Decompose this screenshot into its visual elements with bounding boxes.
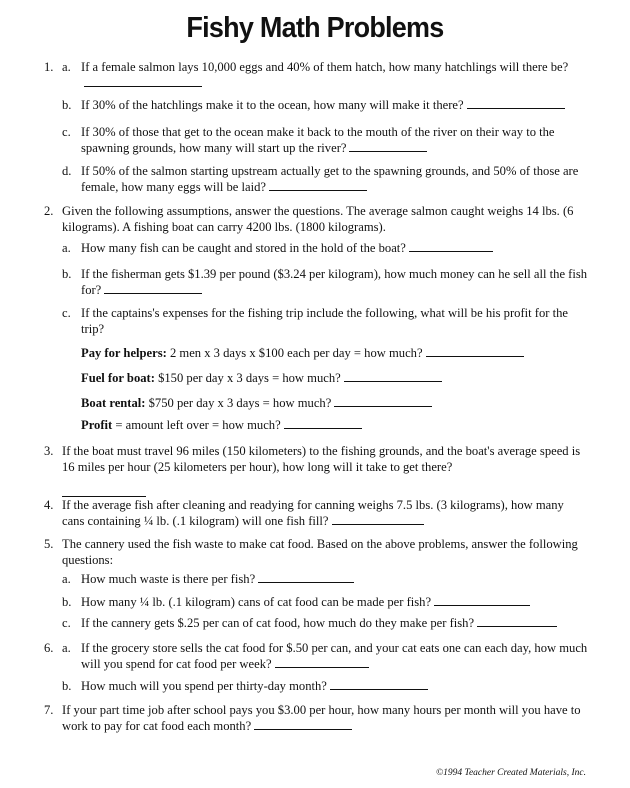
problem-number: 1. xyxy=(44,60,54,74)
answer-blank[interactable] xyxy=(275,656,369,668)
expense-text: $750 per day x 3 days = how much? xyxy=(145,396,332,410)
problem-number: 2. xyxy=(44,204,54,218)
sub-letter: a. xyxy=(62,572,71,586)
question-text: If the fisherman gets $1.39 per pound ($3.24 per kilogram), how much money can he sell all the fish for? xyxy=(81,267,588,297)
problem-1d xyxy=(62,163,589,195)
sub-letter: d. xyxy=(62,164,72,178)
problem-5b xyxy=(62,594,589,610)
problem-number: 5. xyxy=(44,537,54,551)
expense-text: $150 per day x 3 days = how much? xyxy=(154,371,341,385)
sub-letter: a. xyxy=(62,641,71,655)
sub-letter: c. xyxy=(62,125,71,139)
problem-6a xyxy=(44,640,589,672)
question-text: If the boat must travel 96 miles (150 kilometers) to the fishing grounds, and the boat's average speed is 16 miles per hour (25 kilometers per hour), how long will it take to get there? xyxy=(62,444,581,474)
question-text: If the captains's expenses for the fishing trip include the following, what will be his profit for the trip? xyxy=(81,306,569,336)
question-text: If a female salmon lays 10,000 eggs and 40% of them hatch, how many hatchlings will there be? xyxy=(81,60,569,74)
expense-fuel xyxy=(81,370,589,386)
expense-label: Boat rental: xyxy=(81,396,146,410)
sub-letter: c. xyxy=(62,616,71,630)
problem-1c xyxy=(62,124,589,156)
problem-2b xyxy=(62,266,589,298)
answer-blank[interactable] xyxy=(62,485,146,497)
problem-number: 7. xyxy=(44,703,54,717)
answer-blank[interactable] xyxy=(258,571,354,583)
problem-4 xyxy=(44,497,589,529)
problem-1a xyxy=(44,59,589,91)
sub-letter: c. xyxy=(62,306,71,320)
answer-blank[interactable] xyxy=(332,513,424,525)
answer-blank[interactable] xyxy=(104,282,202,294)
answer-blank[interactable] xyxy=(467,97,565,109)
problem-3 xyxy=(44,443,589,497)
problem-5c xyxy=(62,615,589,631)
answer-blank[interactable] xyxy=(254,718,352,730)
question-text: How much will you spend per thirty-day month? xyxy=(81,679,327,693)
expense-label: Profit xyxy=(81,418,113,432)
answer-blank[interactable] xyxy=(269,179,367,191)
answer-blank[interactable] xyxy=(434,594,530,606)
page-title: Fishy Math Problems xyxy=(186,12,444,44)
sub-letter: b. xyxy=(62,98,72,112)
expense-label: Pay for helpers: xyxy=(81,346,167,360)
question-text: If your part time job after school pays you $3.00 per hour, how many hours per month will you have to work to pay for cat food each month? xyxy=(62,703,581,733)
question-text: If the average fish after cleaning and readying for canning weighs 7.5 lbs. (3 kilograms), how many cans containing ¼ lb. (.1 kilogram) will one fish fill? xyxy=(62,498,564,528)
answer-blank[interactable] xyxy=(477,615,557,627)
question-text: The cannery used the fish waste to make cat food. Based on the above problems, answer the following questions: xyxy=(62,537,578,567)
expense-label: Fuel for boat: xyxy=(81,371,155,385)
sub-letter: b. xyxy=(62,679,72,693)
problem-5a xyxy=(62,571,589,587)
question-text: How much waste is there per fish? xyxy=(81,572,256,586)
answer-blank[interactable] xyxy=(426,345,524,357)
problem-1b xyxy=(62,97,589,113)
sub-letter: a. xyxy=(62,241,71,255)
answer-blank[interactable] xyxy=(344,370,442,382)
question-text: If the grocery store sells the cat food for $.50 per can, and your cat eats one can each day, how much will you spend for cat food per week? xyxy=(81,641,588,671)
expense-rental xyxy=(81,395,589,411)
expense-helpers xyxy=(81,345,589,361)
problem-2a xyxy=(62,240,589,256)
copyright-footer: ©1994 Teacher Created Materials, Inc. xyxy=(435,768,586,778)
problem-2-intro xyxy=(44,203,589,235)
answer-blank[interactable] xyxy=(334,395,432,407)
problem-5-intro xyxy=(44,536,589,568)
answer-blank[interactable] xyxy=(330,678,428,690)
problem-7 xyxy=(44,702,589,734)
problem-number: 3. xyxy=(44,444,54,458)
problem-number: 4. xyxy=(44,498,54,512)
expense-text: 2 men x 3 days x $100 each per day = how much? xyxy=(166,346,423,360)
sub-letter: b. xyxy=(62,595,72,609)
question-text: If the cannery gets $.25 per can of cat food, how much do they make per fish? xyxy=(81,616,475,630)
question-text: If 50% of the salmon starting upstream actually get to the spawning grounds, and 50% of those are female, how many eggs will be laid? xyxy=(81,164,579,194)
question-text: How many fish can be caught and stored in the hold of the boat? xyxy=(81,241,406,255)
question-text: If 30% of the hatchlings make it to the ocean, how many will make it there? xyxy=(81,98,464,112)
question-text: Given the following assumptions, answer the questions. The average salmon caught weighs 14 lbs. (6 kilograms). A fishing boat can carry 4200 lbs. (1800 kilograms). xyxy=(62,204,574,234)
expense-profit xyxy=(81,417,589,433)
question-text: If 30% of those that get to the ocean make it back to the mouth of the river on their way to the spawning grounds, how many will start up the river? xyxy=(81,125,555,155)
sub-letter: b. xyxy=(62,267,72,281)
problem-number: 6. xyxy=(44,641,54,655)
answer-blank[interactable] xyxy=(349,140,427,152)
answer-blank[interactable] xyxy=(409,240,493,252)
answer-blank[interactable] xyxy=(84,75,202,87)
problem-6b xyxy=(62,678,589,694)
expense-text: = amount left over = how much? xyxy=(112,418,281,432)
question-text: How many ¼ lb. (.1 kilogram) cans of cat food can be made per fish? xyxy=(81,595,432,609)
sub-letter: a. xyxy=(62,60,71,74)
problem-2c xyxy=(62,305,589,337)
answer-blank[interactable] xyxy=(284,417,362,429)
